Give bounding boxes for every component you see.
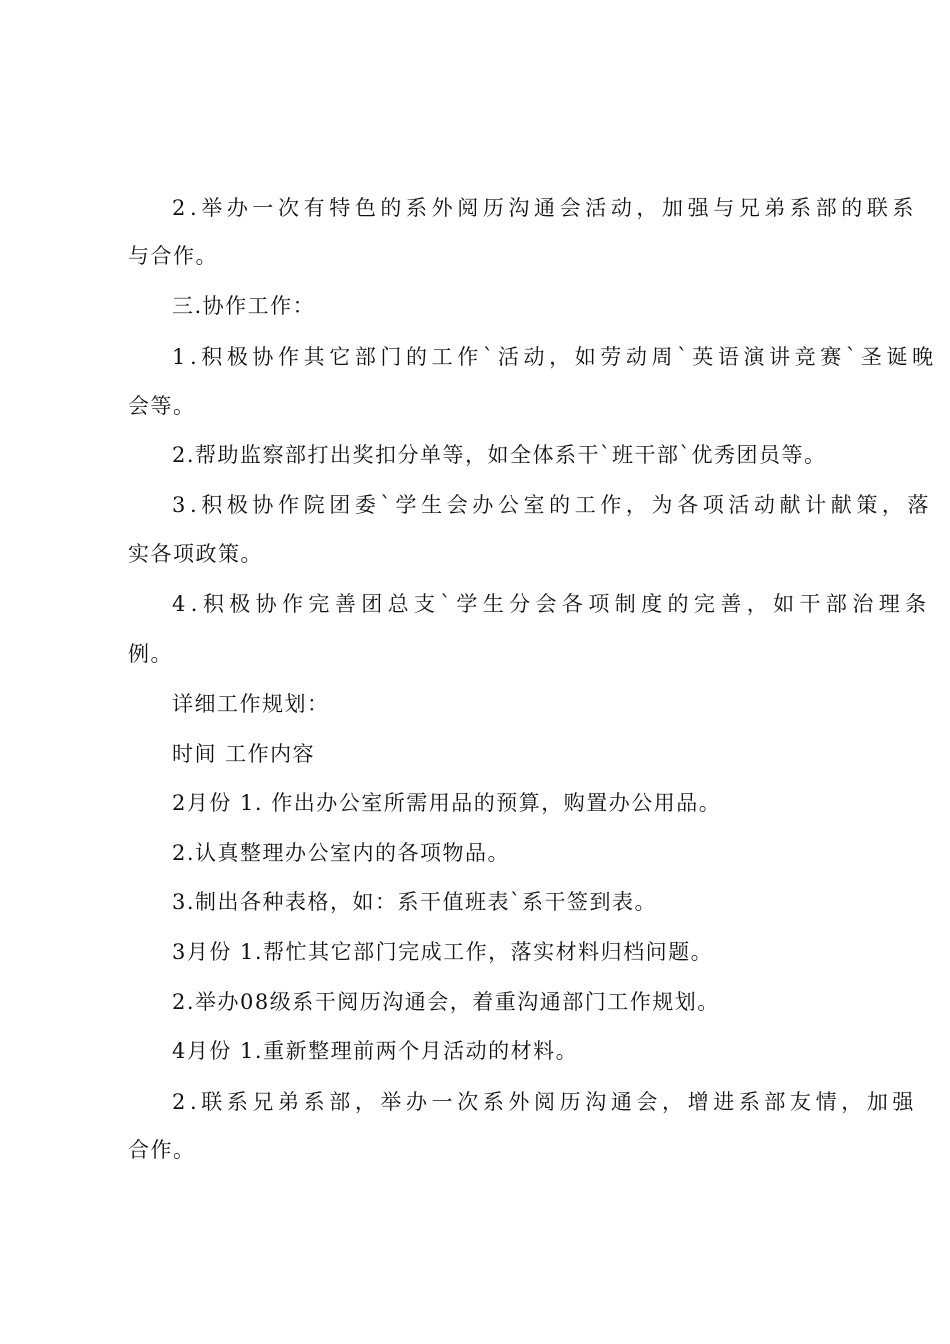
paragraph-line: 4.积极协作完善团总支`学生分会各项制度的完善，如干部治理条 — [172, 592, 932, 616]
schedule-line: 2.联系兄弟系部，举办一次系外阅历沟通会，增进系部友情，加强 — [172, 1090, 919, 1114]
schedule-line: 2月份 1. 作出办公室所需用品的预算，购置办公用品。 — [172, 791, 722, 815]
section-heading: 三.协作工作： — [172, 294, 316, 318]
paragraph-line: 1.积极协作其它部门的工作`活动，如劳动周`英语演讲竞赛`圣诞晚 — [172, 345, 938, 369]
paragraph-line: 3.积极协作院团委`学生会办公室的工作，为各项活动献计献策，落 — [172, 493, 934, 517]
schedule-line: 2.认真整理办公室内的各项物品。 — [172, 841, 511, 865]
paragraph-line: 2.帮助监察部打出奖扣分单等，如全体系干`班干部`优秀团员等。 — [172, 443, 827, 467]
paragraph-line: 例。 — [128, 642, 173, 666]
paragraph-line: 实各项政策。 — [128, 542, 263, 566]
schedule-line: 3月份 1.帮忙其它部门完成工作，落实材料归档问题。 — [172, 940, 714, 964]
paragraph-line: 会等。 — [128, 394, 196, 418]
paragraph-line: 与合作。 — [128, 244, 218, 268]
schedule-line: 4月份 1.重新整理前两个月活动的材料。 — [172, 1039, 579, 1063]
section-heading: 详细工作规划： — [172, 692, 330, 716]
schedule-line: 3.制出各种表格，如：系干值班表`系干签到表。 — [172, 890, 658, 914]
schedule-line: 2.举办08级系干阅历沟通会，着重沟通部门工作规划。 — [172, 990, 720, 1014]
table-header-line: 时间 工作内容 — [172, 742, 316, 766]
paragraph-line: 2.举办一次有特色的系外阅历沟通会活动，加强与兄弟系部的联系 — [172, 196, 919, 220]
schedule-line: 合作。 — [128, 1138, 196, 1162]
